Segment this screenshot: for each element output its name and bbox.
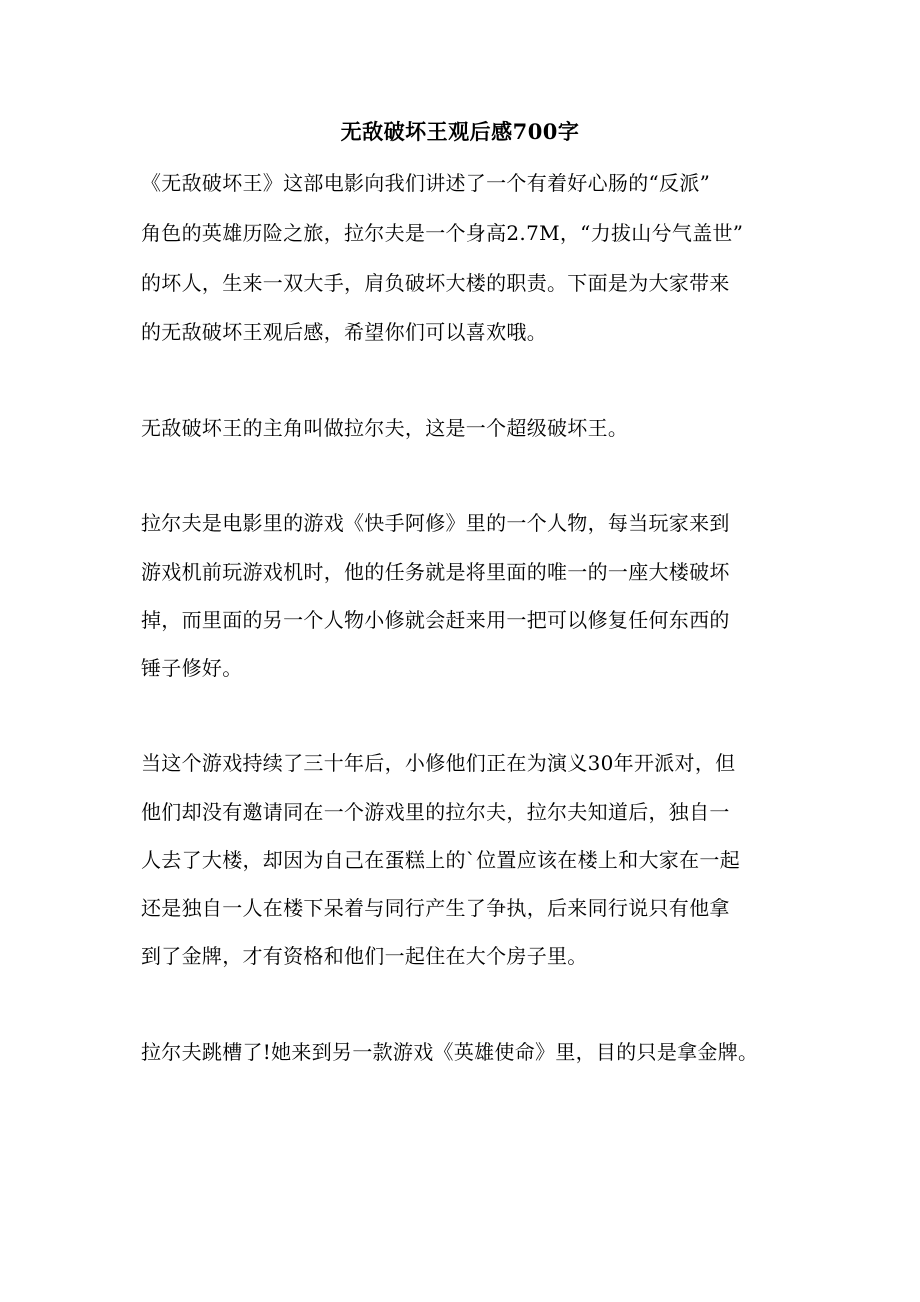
paragraph-4-line-5: 到了金牌，才有资格和他们一起住在大个房子里。 bbox=[141, 944, 588, 968]
paragraph-1-line-1: 《无敌破坏王》这部电影向我们讲述了一个有着好心肠的“反派” bbox=[141, 171, 711, 195]
paragraph-3-line-4: 锤子修好。 bbox=[141, 656, 243, 680]
paragraph-1-line-2: 角色的英雄历险之旅，拉尔夫是一个身高2.7M，“力拔山兮气盖世” bbox=[141, 221, 744, 245]
paragraph-4-line-1: 当这个游戏持续了三十年后，小修他们正在为演义30年开派对，但 bbox=[141, 751, 736, 775]
paragraph-4-line-2: 他们却没有邀请同在一个游戏里的拉尔夫，拉尔夫知道后，独自一 bbox=[141, 800, 730, 824]
paragraph-3-line-2: 游戏机前玩游戏机时，他的任务就是将里面的唯一的一座大楼破坏 bbox=[141, 560, 730, 584]
paragraph-3-line-1: 拉尔夫是电影里的游戏《快手阿修》里的一个人物，每当玩家来到 bbox=[141, 511, 730, 535]
paragraph-1-line-3: 的坏人，生来一双大手，肩负破坏大楼的职责。下面是为大家带来 bbox=[141, 271, 730, 295]
paragraph-4-line-3: 人去了大楼，却因为自己在蛋糕上的`位置应该在楼上和大家在一起 bbox=[141, 848, 740, 872]
document-title: 无敌破坏王观后感700字 bbox=[340, 119, 580, 144]
paragraph-4-line-4: 还是独自一人在楼下呆着与同行产生了争执，后来同行说只有他拿 bbox=[141, 896, 730, 920]
paragraph-1-line-4: 的无敌破坏王观后感，希望你们可以喜欢哦。 bbox=[141, 320, 547, 344]
paragraph-3-line-3: 掉，而里面的另一个人物小修就会赶来用一把可以修复任何东西的 bbox=[141, 608, 730, 632]
paragraph-2-line-1: 无敌破坏王的主角叫做拉尔夫，这是一个超级破坏王。 bbox=[141, 416, 629, 440]
paragraph-5-line-1: 拉尔夫跳槽了!她来到另一款游戏《英雄使命》里，目的只是拿金牌。 bbox=[141, 1040, 759, 1064]
